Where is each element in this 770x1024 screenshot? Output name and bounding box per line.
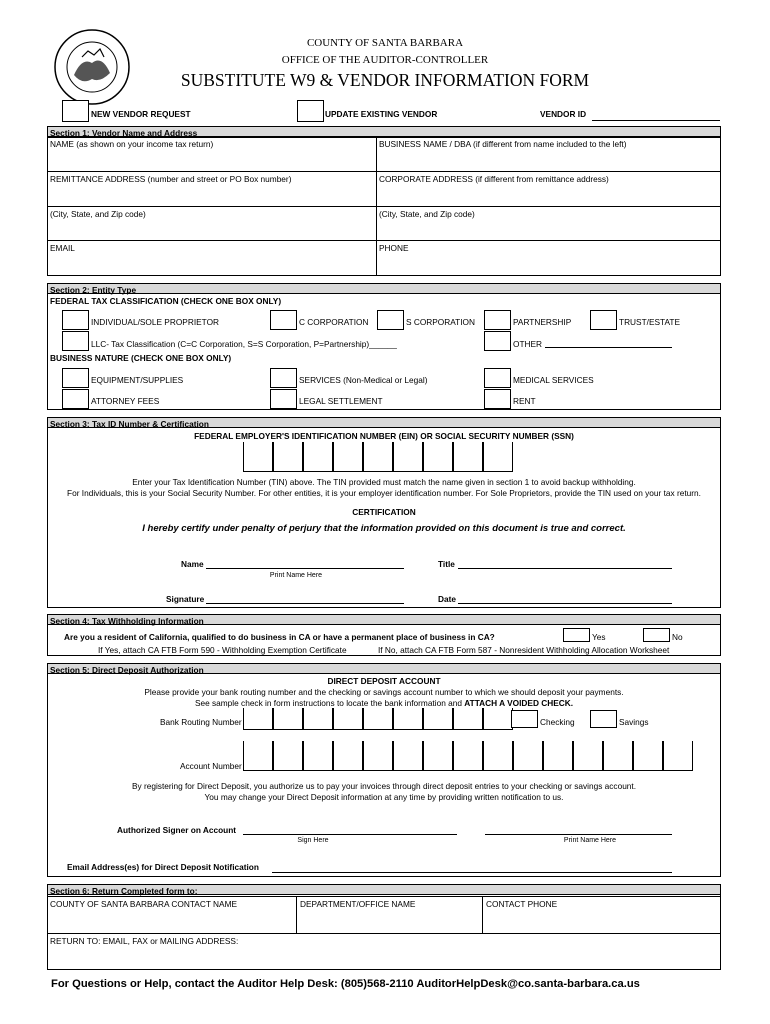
other-label: OTHER xyxy=(513,339,543,349)
resident-yes-label: Yes xyxy=(592,632,606,642)
return-to-field[interactable]: RETURN TO: EMAIL, FAX or MAILING ADDRESS: xyxy=(50,936,239,946)
section-2-header xyxy=(48,284,720,294)
section-6-title: Section 6: Return Completed form to: xyxy=(50,886,198,896)
tin-digit-box[interactable] xyxy=(243,442,273,472)
c-corporation-checkbox[interactable] xyxy=(270,310,297,330)
tin-digit-boxes[interactable] xyxy=(243,442,513,472)
vendor-id-label: VENDOR ID xyxy=(540,109,587,119)
account-digit-box[interactable] xyxy=(333,741,363,771)
section-2-title: Section 2: Entity Type xyxy=(50,285,137,295)
tin-digit-box[interactable] xyxy=(273,442,303,472)
equipment-label: EQUIPMENT/SUPPLIES xyxy=(91,375,184,385)
tin-instruction-1: Enter your Tax Identification Number (TIN) above. The TIN provided must match the name given in section 1 to avoid backup withholding. xyxy=(132,477,636,487)
section-4-title: Section 4: Tax Withholding Information xyxy=(50,616,204,626)
trust-estate-label: TRUST/ESTATE xyxy=(619,317,680,327)
account-digit-box[interactable] xyxy=(633,741,663,771)
new-vendor-label: NEW VENDOR REQUEST xyxy=(91,109,191,119)
c-corporation-label: C CORPORATION xyxy=(299,317,369,327)
dd-email-field[interactable] xyxy=(272,872,672,873)
services-checkbox[interactable] xyxy=(270,368,297,388)
if-no-note: If No, attach CA FTB Form 587 - Nonresident Withholding Allocation Worksheet xyxy=(378,645,670,655)
cert-date-field[interactable] xyxy=(458,603,672,604)
account-digit-box[interactable] xyxy=(483,741,513,771)
account-digit-box[interactable] xyxy=(273,741,303,771)
direct-deposit-instruction-1: Please provide your bank routing number and the checking or savings account number to which we should deposit your payments. xyxy=(144,687,624,697)
name-field[interactable]: NAME (as shown on your income tax return) xyxy=(50,139,214,149)
llc-checkbox[interactable] xyxy=(62,331,89,351)
remittance-city-field[interactable]: (City, State, and Zip code) xyxy=(50,209,146,219)
certification-text: I hereby certify under penalty of perjury that the information provided on this document is true and correct. xyxy=(142,523,626,534)
help-desk-footer: For Questions or Help, contact the Auditor Help Desk: (805)568-2110 AuditorHelpDesk@co.santa-barbara.ca.us xyxy=(51,978,640,990)
s-corporation-label: S CORPORATION xyxy=(406,317,475,327)
account-digit-box[interactable] xyxy=(393,741,423,771)
header-county: COUNTY OF SANTA BARBARA xyxy=(306,37,464,49)
routing-digit-box[interactable] xyxy=(423,708,453,730)
section-1-title: Section 1: Vendor Name and Address xyxy=(50,128,198,138)
name-label: Name xyxy=(181,559,204,569)
dd-authorization-2: You may change your Direct Deposit information at any time by providing written notification to us. xyxy=(204,792,564,802)
phone-field[interactable]: PHONE xyxy=(379,243,409,253)
account-digit-box[interactable] xyxy=(663,741,693,771)
s-corporation-checkbox[interactable] xyxy=(377,310,404,330)
equipment-checkbox[interactable] xyxy=(62,368,89,388)
business-nature-heading: BUSINESS NATURE (CHECK ONE BOX ONLY) xyxy=(50,353,232,363)
department-field[interactable]: DEPARTMENT/OFFICE NAME xyxy=(300,899,416,909)
routing-digit-box[interactable] xyxy=(483,708,513,730)
tin-digit-box[interactable] xyxy=(333,442,363,472)
cert-name-field[interactable] xyxy=(206,568,404,569)
attorney-fees-checkbox[interactable] xyxy=(62,389,89,409)
account-digit-box[interactable] xyxy=(513,741,543,771)
vendor-id-field[interactable] xyxy=(592,120,720,121)
contact-name-field[interactable]: COUNTY OF SANTA BARBARA CONTACT NAME xyxy=(50,899,238,909)
tin-digit-box[interactable] xyxy=(423,442,453,472)
county-seal xyxy=(52,27,132,107)
account-digit-box[interactable] xyxy=(423,741,453,771)
individual-label: INDIVIDUAL/SOLE PROPRIETOR xyxy=(91,317,220,327)
checking-label: Checking xyxy=(540,717,575,727)
routing-number-label: Bank Routing Number xyxy=(160,717,242,727)
llc-label: LLC- Tax Classification (C=C Corporation, S=S Corporation, P=Partnership)______ xyxy=(91,339,397,349)
other-checkbox[interactable] xyxy=(484,331,511,351)
print-name-caption-dd: Print Name Here xyxy=(563,837,617,844)
dd-authorization-1: By registering for Direct Deposit, you authorize us to pay your invoices through direct deposit entries to your checking or savings account. xyxy=(131,781,637,791)
sign-here-caption: Sign Here xyxy=(297,837,329,844)
ein-ssn-heading: FEDERAL EMPLOYER'S IDENTIFICATION NUMBER (EIN) OR SOCIAL SECURITY NUMBER (SSN) xyxy=(194,431,574,441)
contact-phone-field[interactable]: CONTACT PHONE xyxy=(486,899,558,909)
routing-digit-box[interactable] xyxy=(243,708,273,730)
tin-digit-box[interactable] xyxy=(303,442,333,472)
resident-no-label: No xyxy=(672,632,683,642)
account-digit-box[interactable] xyxy=(543,741,573,771)
account-digit-box[interactable] xyxy=(303,741,333,771)
if-yes-note: If Yes, attach CA FTB Form 590 - Withholding Exemption Certificate xyxy=(98,645,347,655)
voided-check-emphasis: ATTACH A VOIDED CHECK. xyxy=(464,698,574,708)
federal-classification-heading: FEDERAL TAX CLASSIFICATION (CHECK ONE BOX ONLY) xyxy=(50,296,282,306)
other-field[interactable] xyxy=(545,347,672,348)
account-digit-boxes[interactable] xyxy=(243,741,693,771)
routing-digit-box[interactable] xyxy=(303,708,333,730)
update-vendor-checkbox[interactable] xyxy=(297,100,324,122)
print-name-caption: Print Name Here xyxy=(269,572,323,579)
authorized-signer-field[interactable] xyxy=(243,834,457,835)
rent-label: RENT xyxy=(513,396,536,406)
services-label: SERVICES (Non-Medical or Legal) xyxy=(299,375,428,385)
rent-checkbox[interactable] xyxy=(484,389,511,409)
new-vendor-checkbox[interactable] xyxy=(62,100,89,122)
signer-print-name-field[interactable] xyxy=(485,834,672,835)
direct-deposit-heading: DIRECT DEPOSIT ACCOUNT xyxy=(327,676,441,686)
routing-digit-box[interactable] xyxy=(273,708,303,730)
account-digit-box[interactable] xyxy=(573,741,603,771)
date-label: Date xyxy=(438,594,456,604)
savings-checkbox[interactable] xyxy=(590,710,617,728)
form-title: SUBSTITUTE W9 & VENDOR INFORMATION FORM xyxy=(180,70,590,90)
update-vendor-label: UPDATE EXISTING VENDOR xyxy=(325,109,438,119)
instruction-2-text: See sample check in form instructions to locate the bank information and xyxy=(194,698,465,708)
partnership-label: PARTNERSHIP xyxy=(513,317,572,327)
account-number-label: Account Number xyxy=(180,761,242,771)
residency-question: Are you a resident of California, qualified to do business in CA or have a permanent place of business in CA? xyxy=(64,632,495,642)
title-label: Title xyxy=(438,559,455,569)
corporate-address-field[interactable]: CORPORATE ADDRESS (if different from remittance address) xyxy=(379,174,609,184)
email-field[interactable]: EMAIL xyxy=(50,243,75,253)
remittance-address-field[interactable]: REMITTANCE ADDRESS (number and street or PO Box number) xyxy=(50,174,292,184)
section-3-title: Section 3: Tax ID Number & Certification xyxy=(50,419,209,429)
resident-yes-checkbox[interactable] xyxy=(563,628,590,642)
legal-settlement-checkbox[interactable] xyxy=(270,389,297,409)
account-digit-box[interactable] xyxy=(453,741,483,771)
attorney-fees-label: ATTORNEY FEES xyxy=(91,396,160,406)
checking-checkbox[interactable] xyxy=(511,710,538,728)
tin-digit-box[interactable] xyxy=(453,442,483,472)
tin-digit-box[interactable] xyxy=(363,442,393,472)
tin-digit-box[interactable] xyxy=(483,442,513,472)
tin-instruction-2: For Individuals, this is your Social Security Number. For other entities, it is your employer identification number. For Sole Proprietors, provide the TIN used on your tax return. xyxy=(67,488,701,498)
individual-checkbox[interactable] xyxy=(62,310,89,330)
cert-signature-field[interactable] xyxy=(206,603,404,604)
certification-heading: CERTIFICATION xyxy=(352,507,416,517)
legal-settlement-label: LEGAL SETTLEMENT xyxy=(299,396,383,406)
direct-deposit-instruction-2 xyxy=(47,698,721,708)
trust-estate-checkbox[interactable] xyxy=(590,310,617,330)
authorized-signer-label: Authorized Signer on Account xyxy=(117,825,237,835)
business-name-field[interactable]: BUSINESS NAME / DBA (if different from name included to the left) xyxy=(379,139,627,149)
signature-label: Signature xyxy=(166,594,205,604)
savings-label: Savings xyxy=(619,717,649,727)
medical-services-checkbox[interactable] xyxy=(484,368,511,388)
header-office: OFFICE OF THE AUDITOR-CONTROLLER xyxy=(281,54,489,66)
partnership-checkbox[interactable] xyxy=(484,310,511,330)
dd-email-label: Email Address(es) for Direct Deposit Notification xyxy=(67,862,259,872)
medical-services-label: MEDICAL SERVICES xyxy=(513,375,594,385)
resident-no-checkbox[interactable] xyxy=(643,628,670,642)
corporate-city-field[interactable]: (City, State, and Zip code) xyxy=(379,209,475,219)
routing-digit-box[interactable] xyxy=(453,708,483,730)
routing-digit-box[interactable] xyxy=(393,708,423,730)
routing-digit-box[interactable] xyxy=(363,708,393,730)
routing-digit-boxes[interactable] xyxy=(243,708,513,730)
account-digit-box[interactable] xyxy=(243,741,273,771)
cert-title-field[interactable] xyxy=(458,568,672,569)
account-digit-box[interactable] xyxy=(603,741,633,771)
tin-digit-box[interactable] xyxy=(393,442,423,472)
account-digit-box[interactable] xyxy=(363,741,393,771)
section-5-title: Section 5: Direct Deposit Authorization xyxy=(50,665,204,675)
routing-digit-box[interactable] xyxy=(333,708,363,730)
